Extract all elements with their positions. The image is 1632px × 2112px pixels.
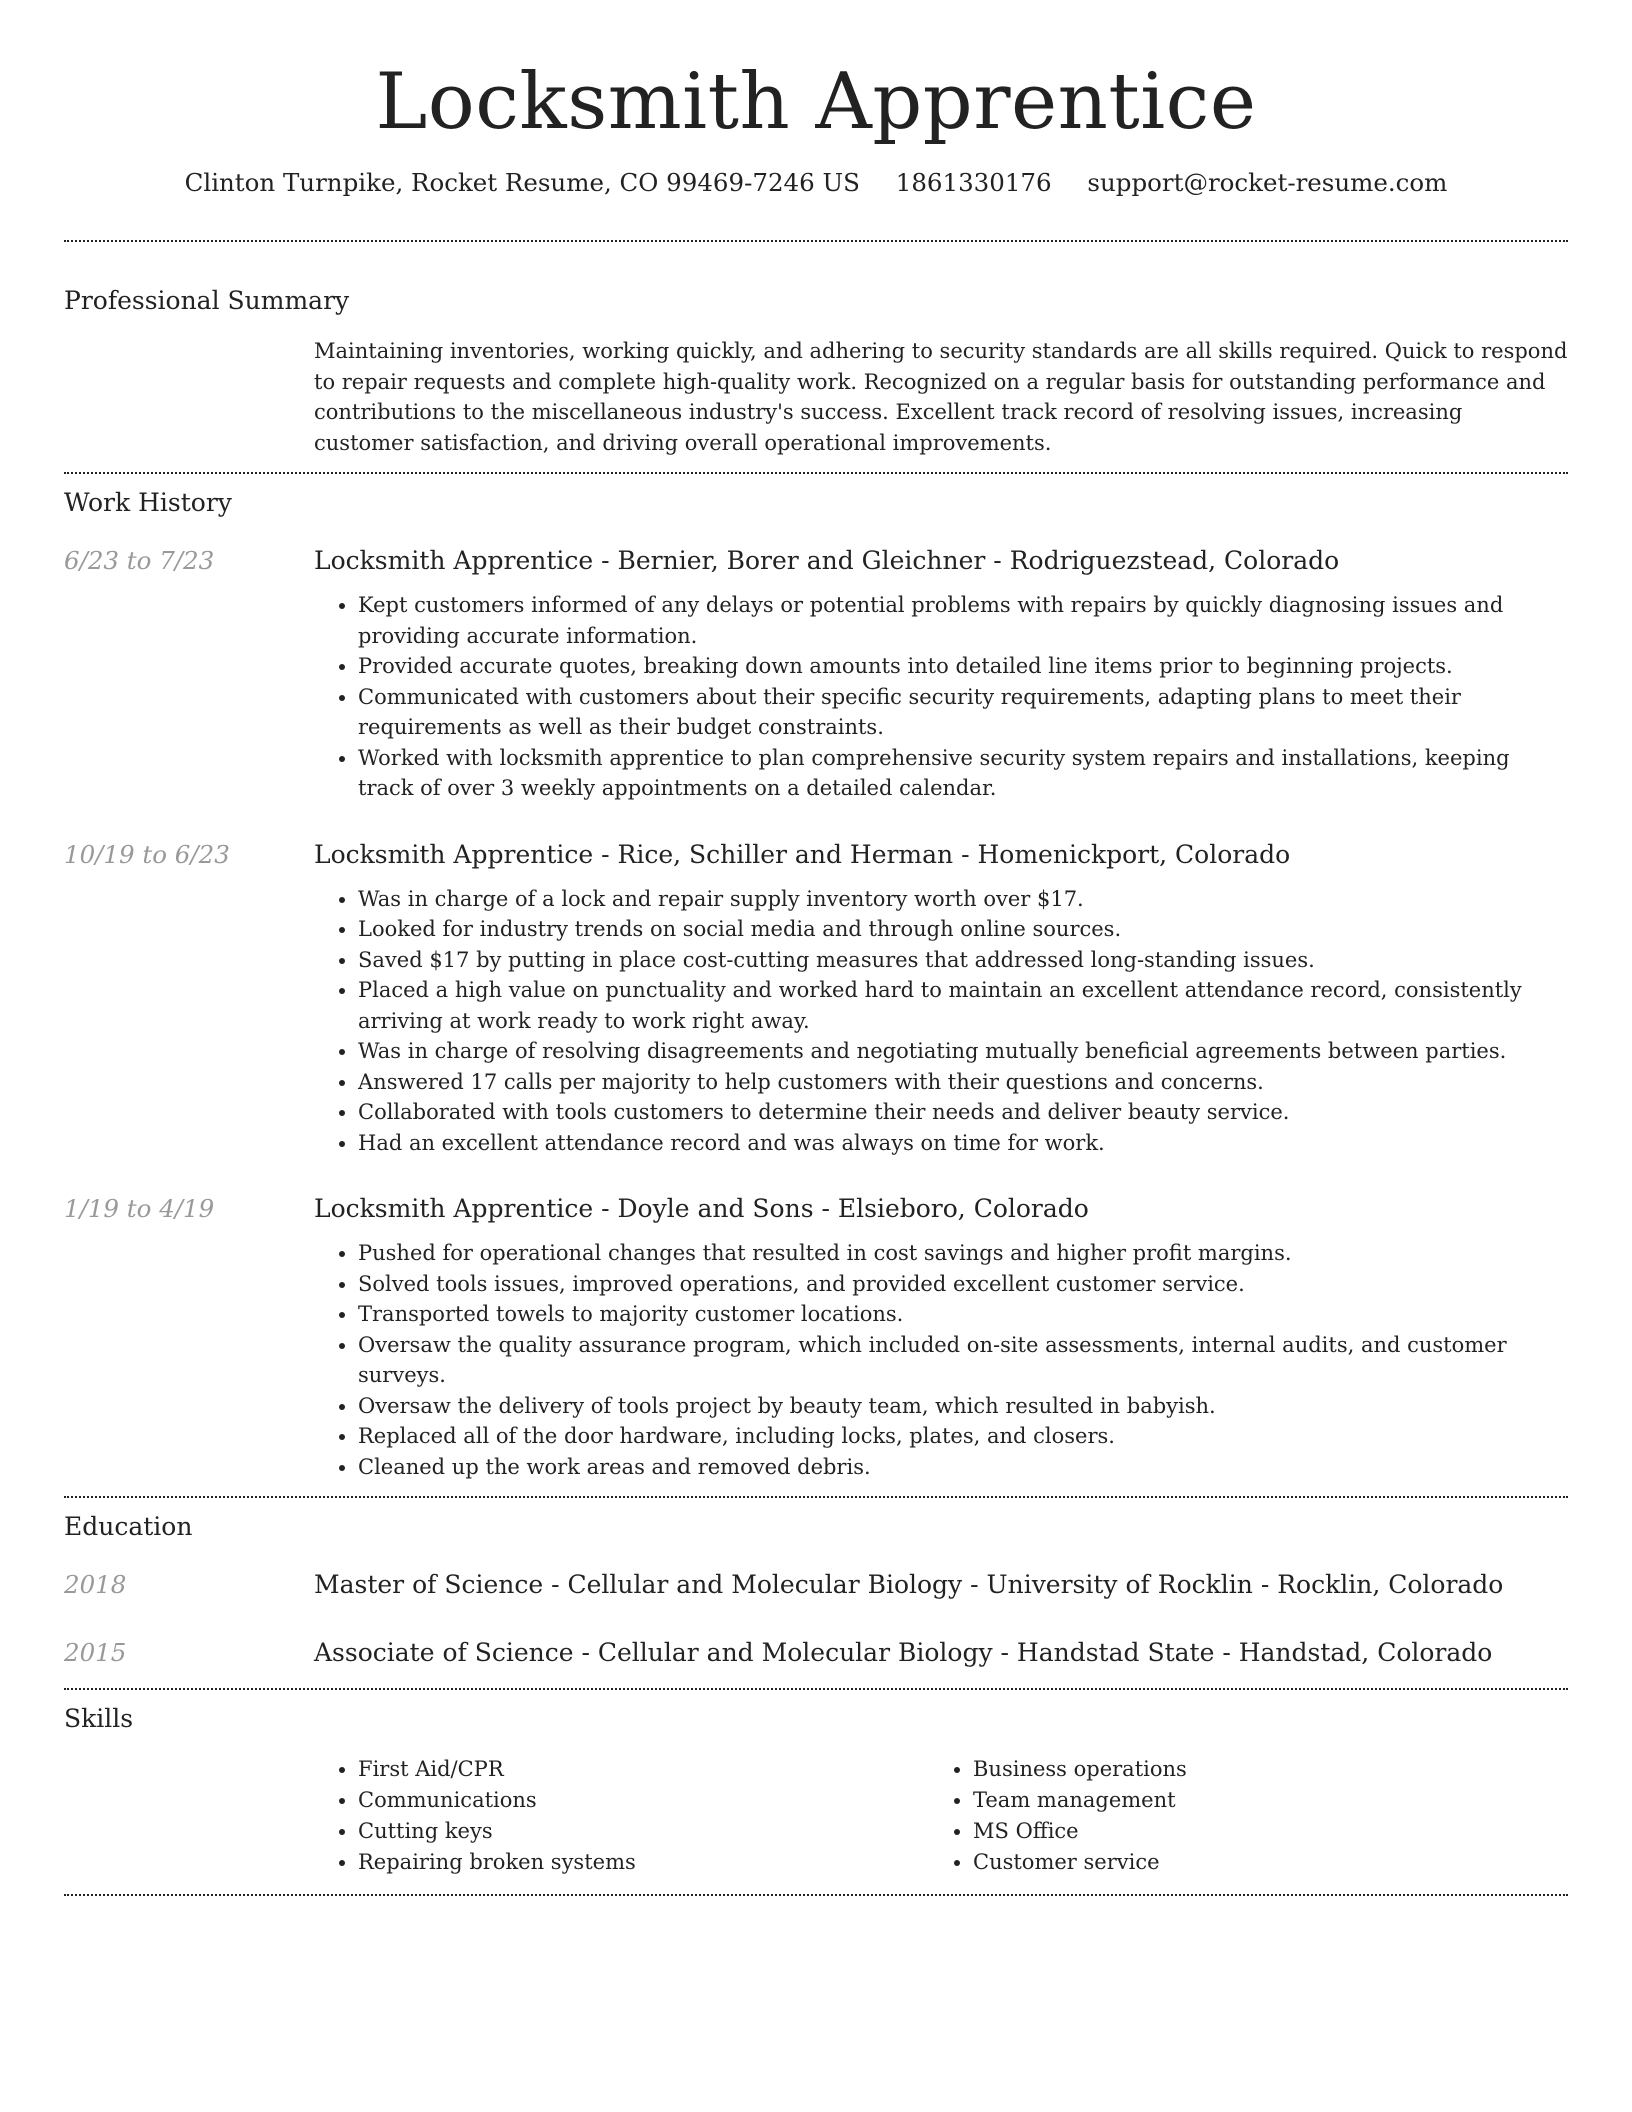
job-entry xyxy=(64,1192,1568,1482)
skill-item: • Business operations xyxy=(973,1754,1544,1785)
section-title-skills: Skills xyxy=(64,1704,134,1733)
section-title-summary: Professional Summary xyxy=(64,286,350,315)
list-item: • Oversaw the delivery of tools project by beauty team, which resulted in babyish. xyxy=(358,1391,1568,1422)
job-bullets xyxy=(314,884,1568,1159)
job-title: Locksmith Apprentice - Rice, Schiller and Herman - Homenickport, Colorado xyxy=(314,839,1291,869)
job-dates: 10/19 to 6/23 xyxy=(64,839,230,869)
education-degree: Master of Science - Cellular and Molecular Biology - University of Rocklin - Rocklin, Colorado xyxy=(314,1570,1504,1599)
list-item: • Was in charge of resolving disagreements and negotiating mutually beneficial agreements between parties. xyxy=(358,1036,1568,1067)
skills-column-1 xyxy=(314,1754,929,1878)
list-item: • Saved $17 by putting in place cost-cutting measures that addressed long-standing issues. xyxy=(358,945,1568,976)
summary-section xyxy=(64,284,1568,458)
contact-phone: 1861330176 xyxy=(895,168,1052,197)
job-entry xyxy=(64,838,1568,1159)
skill-item: • Team management xyxy=(973,1785,1544,1816)
job-entry xyxy=(64,544,1568,804)
summary-text: Maintaining inventories, working quickly, and adhering to security standards are all skills required. Quick to respond to repair requests and complete high-quality work. Recognized on a regular basis for outstanding performance and contributions to the miscellaneous industry's success. Excellent track record of resolving issues, increasing customer satisfaction, and driving overall operational improvements. xyxy=(314,339,1568,455)
education-year: 2015 xyxy=(64,1638,127,1667)
divider xyxy=(64,1894,1568,1896)
skills-column-2 xyxy=(929,1754,1544,1878)
list-item: • Transported towels to majority customer locations. xyxy=(358,1299,1568,1330)
contact-email: support@rocket-resume.com xyxy=(1087,168,1448,197)
skill-item: • MS Office xyxy=(973,1816,1544,1847)
job-title: Locksmith Apprentice - Bernier, Borer and Gleichner - Rodriguezstead, Colorado xyxy=(314,546,1340,575)
skills-list xyxy=(314,1754,1568,1878)
list-item: • Answered 17 calls per majority to help customers with their questions and concerns. xyxy=(358,1067,1568,1098)
list-item: • Provided accurate quotes, breaking down amounts into detailed line items prior to beginning projects. xyxy=(358,651,1568,682)
skill-item: • First Aid/CPR xyxy=(358,1754,929,1785)
list-item: • Collaborated with tools customers to determine their needs and deliver beauty service. xyxy=(358,1097,1568,1128)
skill-item: • Customer service xyxy=(973,1847,1544,1878)
list-item: • Communicated with customers about their specific security requirements, adapting plans to meet their requirements as well as their budget constraints. xyxy=(358,682,1568,743)
skill-item: • Cutting keys xyxy=(358,1816,929,1847)
section-title-education: Education xyxy=(64,1512,193,1541)
divider xyxy=(64,1688,1568,1690)
divider xyxy=(64,240,1568,242)
education-entry xyxy=(64,1568,1568,1602)
list-item: • Was in charge of a lock and repair supply inventory worth over $17. xyxy=(358,884,1568,915)
job-title: Locksmith Apprentice - Doyle and Sons - Elsieboro, Colorado xyxy=(314,1194,1089,1223)
list-item: • Worked with locksmith apprentice to plan comprehensive security system repairs and installations, keeping track of over 3 weekly appointments on a detailed calendar. xyxy=(358,743,1568,804)
contact-line xyxy=(64,166,1568,200)
list-item: • Placed a high value on punctuality and worked hard to maintain an excellent attendance record, consistently arriving at work ready to work right away. xyxy=(358,975,1568,1036)
education-section xyxy=(64,1510,1568,1670)
list-item: • Oversaw the quality assurance program, which included on-site assessments, internal audits, and customer surveys. xyxy=(358,1330,1568,1391)
job-dates: 1/19 to 4/19 xyxy=(64,1194,215,1223)
skill-item: • Communications xyxy=(358,1785,929,1816)
skills-section xyxy=(64,1702,1568,1878)
education-year: 2018 xyxy=(64,1570,127,1599)
list-item: • Had an excellent attendance record and was always on time for work. xyxy=(358,1128,1568,1159)
section-title-work: Work History xyxy=(64,488,232,517)
resume-name: Locksmith Apprentice xyxy=(375,57,1257,147)
contact-address: Clinton Turnpike, Rocket Resume, CO 99469-7246 US xyxy=(184,168,860,197)
skill-item: • Repairing broken systems xyxy=(358,1847,929,1878)
list-item: • Cleaned up the work areas and removed debris. xyxy=(358,1452,1568,1483)
education-degree: Associate of Science - Cellular and Molecular Biology - Handstad State - Handstad, Colorado xyxy=(314,1638,1493,1667)
job-bullets xyxy=(314,590,1568,804)
education-entry xyxy=(64,1636,1568,1670)
work-history-section xyxy=(64,486,1568,1482)
divider xyxy=(64,472,1568,474)
divider xyxy=(64,1496,1568,1498)
job-bullets xyxy=(314,1238,1568,1482)
list-item: • Looked for industry trends on social media and through online sources. xyxy=(358,914,1568,945)
list-item: • Replaced all of the door hardware, including locks, plates, and closers. xyxy=(358,1421,1568,1452)
job-dates: 6/23 to 7/23 xyxy=(64,546,215,575)
list-item: • Pushed for operational changes that resulted in cost savings and higher profit margins. xyxy=(358,1238,1568,1269)
list-item: • Solved tools issues, improved operations, and provided excellent customer service. xyxy=(358,1269,1568,1300)
resume-page xyxy=(64,0,1568,1896)
list-item: • Kept customers informed of any delays or potential problems with repairs by quickly diagnosing issues and providing accurate information. xyxy=(358,590,1568,651)
